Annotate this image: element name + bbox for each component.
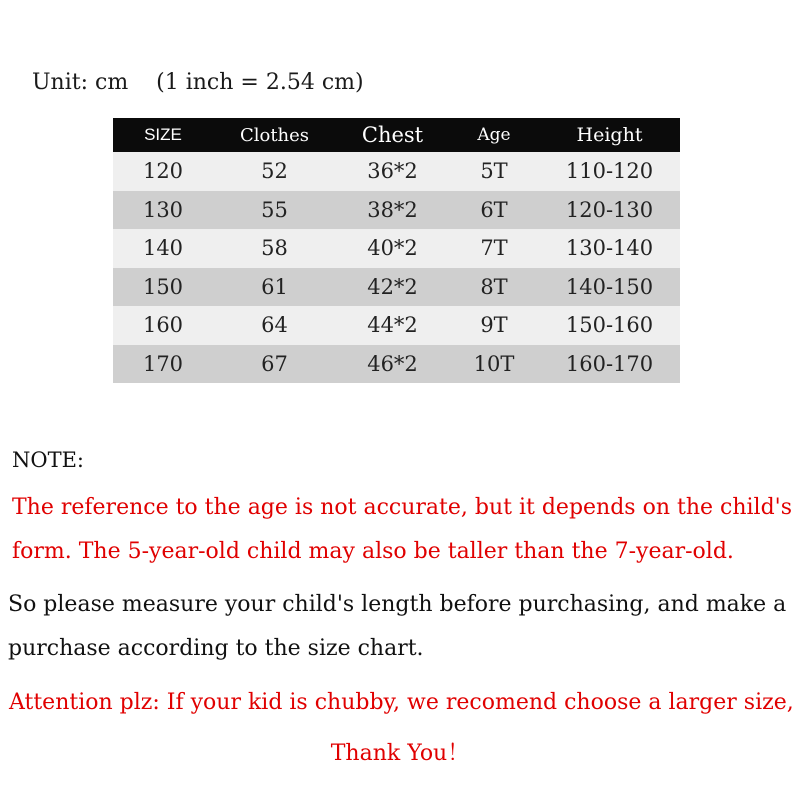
table-header-row (113, 118, 680, 152)
cell-chest: 36*2 (336, 152, 449, 191)
cell-clothes: 58 (213, 229, 336, 268)
header-age: Age (449, 118, 539, 152)
cell-age: 6T (449, 191, 539, 230)
note-age-disclaimer: The reference to the age is not accurate, but it depends on the child's form. The 5-year-old child may also be taller than the 7-year-old. (12, 495, 792, 564)
cell-height: 150-160 (539, 306, 680, 345)
cell-height: 120-130 (539, 191, 680, 230)
cell-chest: 42*2 (336, 268, 449, 307)
cell-height: 140-150 (539, 268, 680, 307)
cell-clothes: 67 (213, 345, 336, 384)
cell-age: 9T (449, 306, 539, 345)
size-chart-table (113, 118, 680, 383)
unit-label: Unit: cm (1 inch = 2.54 cm) (32, 70, 364, 95)
header-clothes: Clothes (213, 118, 336, 152)
table-row (113, 191, 680, 230)
table-row (113, 229, 680, 268)
table-row (113, 268, 680, 307)
cell-size: 170 (113, 345, 213, 384)
cell-clothes: 61 (213, 268, 336, 307)
cell-age: 8T (449, 268, 539, 307)
cell-height: 110-120 (539, 152, 680, 191)
table-row (113, 345, 680, 384)
header-size: SIZE (113, 118, 213, 152)
attention-notice: Attention plz: If your kid is chubby, we recomend choose a larger size, (9, 690, 794, 715)
cell-chest: 38*2 (336, 191, 449, 230)
cell-clothes: 55 (213, 191, 336, 230)
cell-size: 160 (113, 306, 213, 345)
cell-age: 5T (449, 152, 539, 191)
cell-size: 140 (113, 229, 213, 268)
note-heading: NOTE: (12, 448, 85, 472)
header-chest: Chest (336, 118, 449, 152)
cell-chest: 40*2 (336, 229, 449, 268)
table-row (113, 152, 680, 191)
cell-size: 130 (113, 191, 213, 230)
cell-height: 160-170 (539, 345, 680, 384)
cell-clothes: 64 (213, 306, 336, 345)
cell-clothes: 52 (213, 152, 336, 191)
cell-chest: 44*2 (336, 306, 449, 345)
cell-size: 120 (113, 152, 213, 191)
cell-height: 130-140 (539, 229, 680, 268)
table-row (113, 306, 680, 345)
cell-size: 150 (113, 268, 213, 307)
header-height: Height (539, 118, 680, 152)
cell-chest: 46*2 (336, 345, 449, 384)
note-measure-advice: So please measure your child's length before purchasing, and make a purchase according to the size chart. (8, 592, 787, 661)
cell-age: 10T (449, 345, 539, 384)
cell-age: 7T (449, 229, 539, 268)
thank-you-text: Thank You！ (330, 741, 470, 766)
